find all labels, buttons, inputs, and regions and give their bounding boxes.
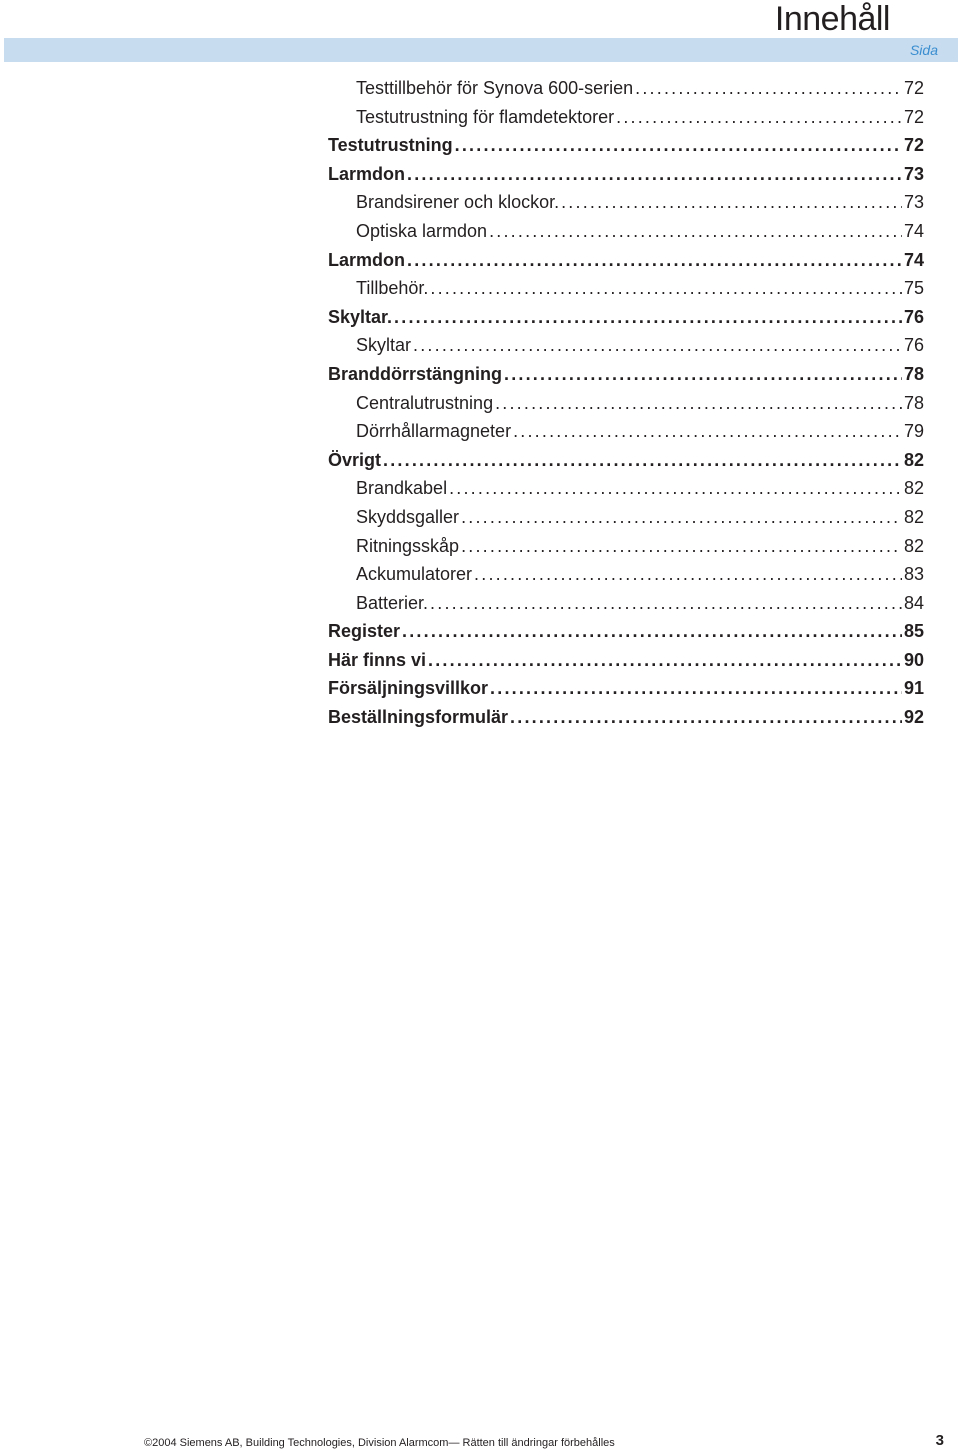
- toc-entry-page: 72: [903, 78, 924, 98]
- toc-entry[interactable]: [328, 503, 924, 532]
- toc-dot-leader: [490, 674, 902, 703]
- toc-dot-leader: [407, 246, 902, 275]
- toc-entry[interactable]: [328, 274, 924, 303]
- toc-entry-title: Försäljningsvillkor: [328, 678, 489, 699]
- toc-entry-page: 75: [903, 278, 924, 299]
- toc-entry-title: Optiska larmdon: [356, 220, 488, 241]
- toc-entry-page: 73: [903, 163, 924, 184]
- toc-entry-page: 83: [903, 564, 924, 585]
- toc-entry-title: Brandkabel: [356, 478, 448, 499]
- toc-entry[interactable]: [328, 74, 924, 103]
- toc-entry-page: 74: [903, 220, 924, 241]
- toc-entry-page: 91: [903, 678, 924, 699]
- toc-entry-page: 78: [903, 392, 924, 413]
- toc-entry-page: 82: [903, 478, 924, 499]
- toc-entry-title: Testutrustning: [328, 135, 453, 156]
- toc-entry[interactable]: [328, 103, 924, 132]
- toc-dot-leader: [504, 360, 902, 389]
- toc-entry[interactable]: [328, 703, 924, 732]
- toc-entry[interactable]: [328, 131, 924, 160]
- toc-entry[interactable]: [328, 417, 924, 446]
- page-number: 3: [935, 1432, 944, 1449]
- toc-dot-leader: [430, 274, 902, 303]
- toc-entry-title: Ackumulatorer: [356, 564, 473, 585]
- toc-dot-leader: [407, 160, 902, 189]
- toc-dot-leader: [510, 703, 902, 732]
- toc-entry[interactable]: [328, 617, 924, 646]
- toc-entry[interactable]: [328, 389, 924, 418]
- toc-entry-title: Larmdon: [328, 163, 406, 184]
- toc-dot-leader: [402, 617, 902, 646]
- toc-dot-leader: [383, 446, 902, 475]
- toc-entry-title: Dörrhållarmagneter: [356, 421, 512, 442]
- toc-entry[interactable]: [328, 646, 924, 675]
- toc-entry[interactable]: [328, 246, 924, 275]
- toc-entry-page: 82: [903, 449, 924, 470]
- footer-copyright: ©2004 Siemens AB, Building Technologies, Division Alarmcom— Rätten till ändringar förbehålles: [144, 1437, 615, 1449]
- toc-entry-page: 79: [903, 421, 924, 442]
- toc-dot-leader: [561, 188, 902, 217]
- toc-entry[interactable]: [328, 446, 924, 475]
- toc-entry[interactable]: [328, 160, 924, 189]
- toc-entry-page: 90: [903, 649, 924, 670]
- toc-dot-leader: [474, 560, 902, 589]
- toc-entry-page: 76: [903, 306, 924, 327]
- toc-dot-leader: [428, 646, 902, 675]
- toc-entry[interactable]: [328, 532, 924, 561]
- toc-entry[interactable]: [328, 474, 924, 503]
- toc-entry-page: 84: [903, 592, 924, 613]
- toc-entry-title: Skyltar.: [328, 306, 393, 327]
- toc-entry-title: Testutrustning för flamdetektorer: [356, 106, 615, 127]
- toc-entry-page: 82: [903, 506, 924, 527]
- toc-entry-page: 78: [903, 363, 924, 384]
- toc-entry-page: 72: [903, 135, 924, 156]
- toc-entry-page: 92: [903, 707, 924, 728]
- toc-entry-title: Testtillbehör för Synova 600-serien: [356, 78, 634, 98]
- toc-entry[interactable]: [328, 303, 924, 332]
- toc-entry[interactable]: [328, 560, 924, 589]
- toc-dot-leader: [461, 532, 902, 561]
- toc-entry-page: 85: [903, 621, 924, 642]
- toc-entry[interactable]: [328, 589, 924, 618]
- page-column-label: Sida: [909, 42, 938, 58]
- toc-entry-title: Ritningsskåp: [356, 535, 460, 556]
- page-title: Innehåll: [774, 0, 890, 38]
- toc-entry[interactable]: [328, 331, 924, 360]
- toc-entry-title: Branddörrstängning: [328, 363, 502, 384]
- toc-dot-leader: [495, 389, 902, 418]
- toc-dot-leader: [449, 474, 902, 503]
- toc-entry-page: 74: [903, 249, 924, 270]
- toc-entry-title: Batterier.: [356, 592, 429, 613]
- toc-entry[interactable]: [328, 188, 924, 217]
- toc-entry-title: Larmdon: [328, 249, 406, 270]
- toc-entry-title: Här finns vi: [328, 649, 427, 670]
- toc-entry-page: 76: [903, 335, 924, 356]
- toc-entry[interactable]: [328, 217, 924, 246]
- toc-dot-leader: [489, 217, 902, 246]
- toc-dot-leader: [394, 303, 902, 332]
- toc-entry-title: Skyltar: [356, 335, 412, 356]
- toc-dot-leader: [513, 417, 902, 446]
- header-band: [4, 38, 958, 62]
- toc-dot-leader: [413, 331, 902, 360]
- toc-entry-page: 82: [903, 535, 924, 556]
- toc-entry[interactable]: [328, 674, 924, 703]
- toc-entry[interactable]: [328, 360, 924, 389]
- toc-dot-leader: [455, 131, 902, 160]
- toc-dot-leader: [616, 103, 902, 132]
- toc-entry-title: Centralutrustning: [356, 392, 494, 413]
- toc-dot-leader: [635, 74, 902, 103]
- table-of-contents: [328, 74, 924, 732]
- toc-entry-title: Tillbehör.: [356, 278, 429, 299]
- toc-entry-title: Övrigt: [328, 449, 382, 470]
- toc-entry-title: Skyddsgaller: [356, 506, 460, 527]
- toc-entry-title: Brandsirener och klockor.: [356, 192, 560, 213]
- toc-entry-title: Beställningsformulär: [328, 707, 509, 728]
- toc-dot-leader: [461, 503, 902, 532]
- toc-entry-title: Register: [328, 621, 401, 642]
- toc-dot-leader: [430, 589, 902, 618]
- toc-entry-page: 72: [903, 106, 924, 127]
- toc-entry-page: 73: [903, 192, 924, 213]
